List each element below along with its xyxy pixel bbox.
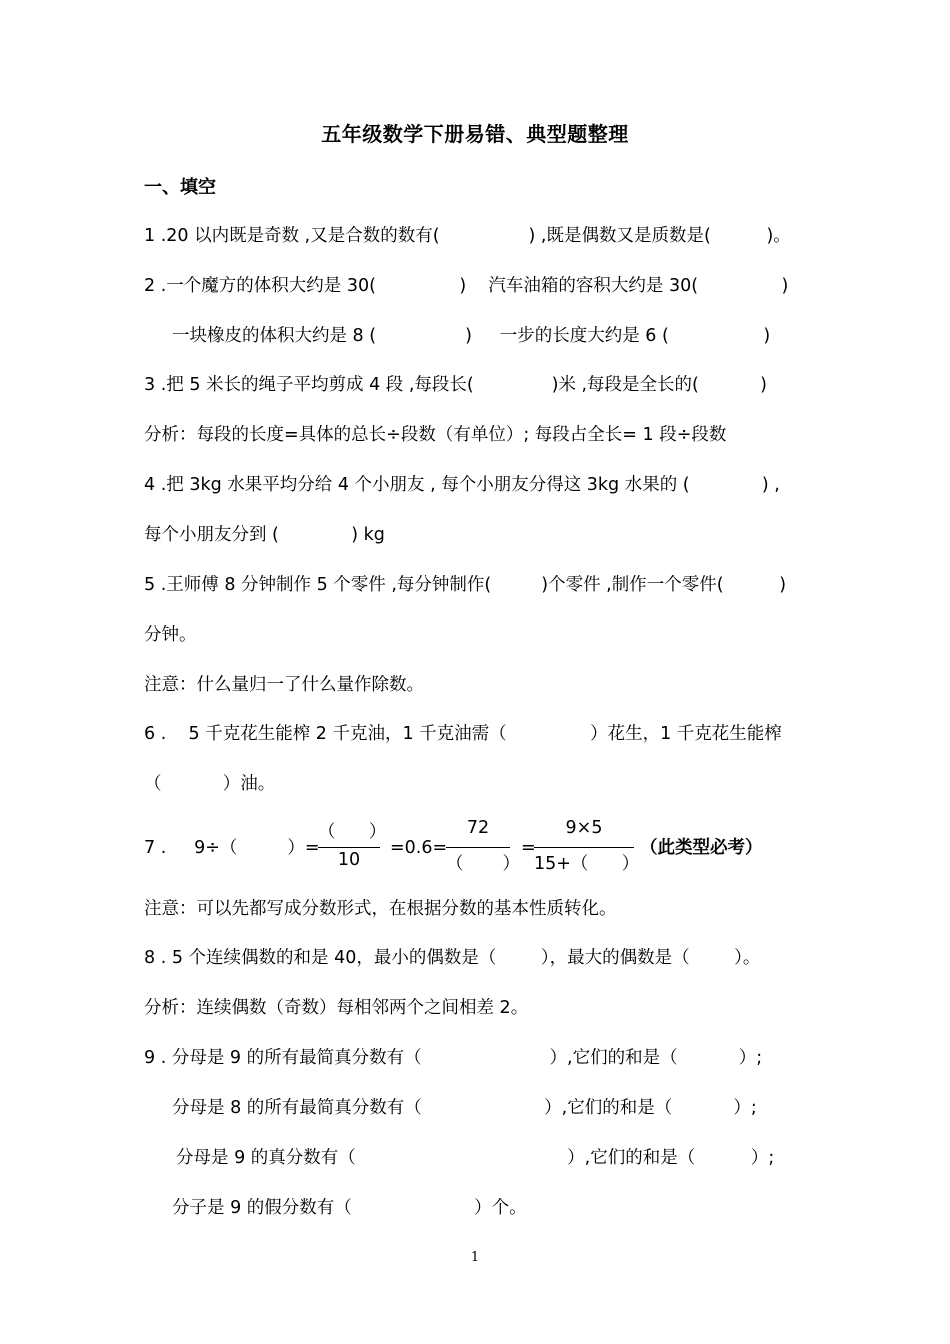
page-number: 1 xyxy=(470,1250,480,1265)
fraction-1-bar xyxy=(318,847,380,848)
question-2-line-2: 一块橡皮的体积大约是 8 ( ) 一步的长度大约是 6 ( ) xyxy=(172,326,771,346)
question-7-note: （此类型必考） xyxy=(640,838,763,858)
page-title: 五年级数学下册易错、典型题整理 xyxy=(321,122,629,146)
question-4-line-2: 每个小朋友分到 ( ) kg xyxy=(144,525,385,545)
question-2-line-1: 2 .一个魔方的体积大约是 30( ) 汽车油箱的容积大约是 30( ) xyxy=(144,276,789,296)
question-9-line-1: 9 . 分母是 9 的所有最简真分数有（ ）,它们的和是（ ）; xyxy=(144,1048,763,1068)
fraction-1-denominator: 10 xyxy=(337,850,361,870)
analysis-3: 分析：每段的长度=具体的总长÷段数（有单位）; 每段占全长= 1 段÷段数 xyxy=(144,425,727,445)
question-5-line-1: 5 .王师傅 8 分钟制作 5 个零件 ,每分钟制作( )个零件 ,制作一个零件( ) xyxy=(144,575,787,595)
analysis-8: 分析：连续偶数（奇数）每相邻两个之间相差 2。 xyxy=(144,998,529,1018)
question-1: 1 .20 以内既是奇数 ,又是合数的数有( ) ,既是偶数又是质数是( )。 xyxy=(144,226,791,246)
question-6-line-1: 6 . 5 千克花生能榨 2 千克油，1 千克油需（ ）花生，1 千克花生能榨 xyxy=(144,724,782,744)
question-9-line-3: 分母是 9 的真分数有（ ）,它们的和是（ ）; xyxy=(176,1148,775,1168)
question-5-line-2: 分钟。 xyxy=(144,625,197,645)
note-5: 注意：什么量归一了什么量作除数。 xyxy=(144,675,424,695)
question-9-line-2: 分母是 8 的所有最简真分数有（ ）,它们的和是（ ）; xyxy=(172,1098,757,1118)
fraction-1-numerator: （ ） xyxy=(318,822,387,842)
question-7-lead: 7 . 9÷（ ）= xyxy=(144,838,320,858)
question-6-line-2: （ ）油。 xyxy=(144,774,276,794)
fraction-2-bar xyxy=(446,847,510,848)
question-7-equals: = xyxy=(521,838,536,858)
fraction-3-numerator: 9×5 xyxy=(565,818,603,838)
fraction-3-denominator: 15+（ ） xyxy=(534,854,640,874)
fraction-2-numerator: 72 xyxy=(466,818,490,838)
section-heading: 一、填空 xyxy=(144,177,216,198)
fraction-2-denominator: （ ） xyxy=(446,854,520,874)
question-9-line-4: 分子是 9 的假分数有（ ）个。 xyxy=(172,1198,527,1218)
question-4-line-1: 4 .把 3kg 水果平均分给 4 个小朋友 , 每个小朋友分得这 3kg 水果的 ( ) , xyxy=(144,475,780,495)
note-7: 注意：可以先都写成分数形式，在根据分数的基本性质转化。 xyxy=(144,899,617,919)
question-7-mid: =0.6= xyxy=(390,838,448,858)
question-8: 8 . 5 个连续偶数的和是 40，最小的偶数是（ ），最大的偶数是（ ）。 xyxy=(144,948,761,968)
question-3: 3 .把 5 米长的绳子平均剪成 4 段 ,每段长( )米 ,每段是全长的( ) xyxy=(144,375,767,395)
fraction-3-bar xyxy=(534,847,634,848)
